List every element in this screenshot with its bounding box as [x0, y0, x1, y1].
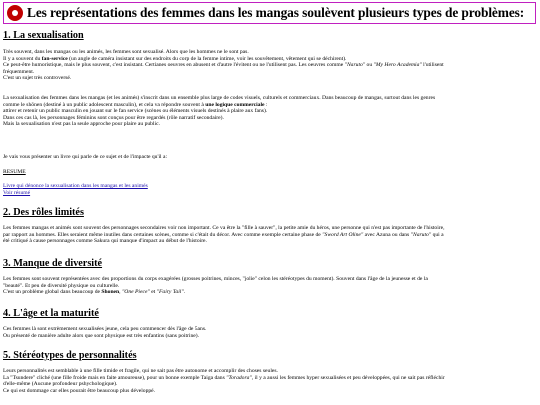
- section-1-paragraph-2: [3, 95, 536, 128]
- text-span: :: [264, 101, 268, 108]
- summary-link[interactable]: Voir résumé: [3, 189, 31, 196]
- text-span: l'utilisent: [421, 62, 444, 69]
- text-line: [3, 190, 536, 197]
- text-line: Leurs personnalités est semblable à une fille timide et fragile, qui ne sait pas être autonome et accomplir des choses seules.: [3, 368, 278, 374]
- flag-icon: [7, 5, 23, 21]
- text-span: C'est un problème global dans beaucoup de: [3, 289, 102, 296]
- section-heading: 5. Stéréotypes de personnalités: [3, 350, 137, 361]
- section-diversity: [3, 258, 536, 270]
- section-age: [3, 308, 536, 320]
- text-italic: "Fairy Tail": [156, 289, 184, 296]
- text-line: Dans ces cas là, les personnages féminins sont conçus pour être regardés (rôle narratif secondaire).: [3, 114, 224, 121]
- text-span: Il y a souvent du: [3, 55, 42, 62]
- text-bold: Shonen: [101, 289, 120, 296]
- text-line: Très souvent, dans les mangas ou les animés, les femmes sont sexualisé. Alors que les hommes ne le sont pas.: [3, 49, 249, 55]
- section-5-paragraph: [3, 368, 536, 394]
- text-line: La sexualisation des femmes dans les mangas (et les animés) s'inscrit dans un ensemble plus large de codes visuels, culturels et commerciaux. Dans beaucoup de mangas, surtout dans les genres: [3, 95, 436, 101]
- text-line: Je vais vous présenter un livre qui parle de ce sujet et de l'impacte qu'il a:: [3, 154, 168, 160]
- book-link[interactable]: Livre qui dénonce la sexualisation dans les mangas et les animés: [3, 183, 148, 189]
- section-heading: 4. L'âge et la maturité: [3, 308, 99, 319]
- text-line: Ces femmes là sont extrèmement sexualisées jeune, cela peu commencer dès l'âge de 5ans.: [3, 326, 207, 332]
- text-line: "beauté". Et peu de diversité physique ou culturelle.: [3, 282, 120, 289]
- text-line: Ce qui est dommage car elles pourait être beaucoup plus développé.: [3, 387, 156, 394]
- text-line: Mais la sexualisation n'est pas la seule approche pour plaire au public.: [3, 121, 160, 128]
- section-roles: [3, 207, 536, 219]
- resume-label: RESUME: [3, 169, 26, 175]
- text-span: .: [183, 289, 186, 296]
- text-span: La "Tsundere" cliché (une fille froide mais en faite amoureuse), pour un bonne exemple Taiga dans: [3, 374, 227, 381]
- page-title: Les représentations des femmes dans les mangas soulèvent plusieurs types de problèmes:: [27, 5, 525, 20]
- text-line: attirer et retenir un public masculin en jouant sur le fan service (scènes ou éléments visuels destinés à plaire aux fans).: [3, 108, 268, 115]
- text-line: [3, 289, 536, 296]
- text-span: et: [149, 289, 157, 296]
- text-line: [3, 183, 536, 190]
- text-span: comme le shōnen (destiné à un public adolescent masculin), et cela va répondre souvent à: [3, 101, 206, 108]
- text-italic: "Naruto": [410, 231, 432, 238]
- section-1-links: [3, 183, 536, 196]
- text-line: Ou présenté de manière adulte alors que sont physique est très enfantins (sans poitrine).: [3, 332, 200, 339]
- text-italic: "Naruto": [344, 62, 366, 69]
- text-line: [3, 232, 536, 239]
- section-2-paragraph: [3, 225, 536, 245]
- text-line: été critiqué à cause personnages comme Sakura qui manque d'impact au début de l'histoire.: [3, 238, 207, 245]
- text-bold: fan-service: [41, 55, 68, 62]
- text-span: par rapport au hommes. Elles seraient même inutiles dans certaines scènes, comme si c'était du décor. Avec comme exemple certaine phase de: [3, 231, 323, 238]
- text-italic: "My Hero Academia": [373, 62, 422, 69]
- text-italic: "Sword Art Oline": [322, 231, 364, 238]
- text-line: [3, 56, 536, 63]
- text-span: Ce peut-être humoristique, mais le plus souvent, c'est insistant. Certianes oeuvres en abusent et d'autre l'évitent ou ne l'utilisent pas. Les oeuvres comme: [3, 62, 345, 69]
- section-1-intro-book: [3, 154, 536, 161]
- text-line: Les femmes sont souvent représentées avec des proportions du corps exagérées (grosses poitrines, minces, "jolie" celon les stéréotypes du moment). Souvent dans l'âge de la jeunesse et de la: [3, 276, 428, 282]
- section-1-paragraph-1: [3, 49, 536, 82]
- text-span: qui a: [431, 231, 444, 238]
- text-line: fréquemment.: [3, 68, 35, 75]
- section-4-paragraph: [3, 326, 536, 339]
- text-bold: une logique commerciale: [205, 101, 265, 108]
- page-title-bar: [3, 2, 536, 24]
- text-line: C'est un sujet très controversé.: [3, 75, 72, 82]
- section-heading: 3. Manque de diversité: [3, 258, 103, 269]
- text-span: avec Azuna ou dans: [363, 231, 411, 238]
- section-sexualisation: [3, 30, 536, 42]
- section-stereotypes: [3, 350, 536, 362]
- text-span: ,: [119, 289, 122, 296]
- section-heading: 1. La sexualisation: [3, 30, 84, 41]
- text-line: [3, 62, 536, 69]
- text-line: Les femmes mangas et animés sont souvent des personnages secondaires voir non important. Ce va être la "fille à sauver", la petite amie du héros, une personne qui n'est pas importante de l'histoire,: [3, 225, 445, 231]
- text-italic: "One Piece": [121, 289, 150, 296]
- text-span: ou: [365, 62, 374, 69]
- section-3-paragraph: [3, 276, 536, 296]
- text-span: , il y a aussi les femmes hyper sexualisées et peu développées, qui ne sait pas réfléchir: [251, 374, 445, 381]
- text-span: (un angle de caméra insistant sur des endroits du corp de la femme intime, voir les souvêtement, vêtement qui se déchirent).: [67, 55, 347, 62]
- text-italic: "Toradora": [226, 374, 252, 381]
- text-line: d'elle-même (Aucune profondeur pshychologique).: [3, 381, 118, 388]
- section-heading: 2. Des rôles limités: [3, 207, 84, 218]
- section-1-resume: [3, 169, 536, 176]
